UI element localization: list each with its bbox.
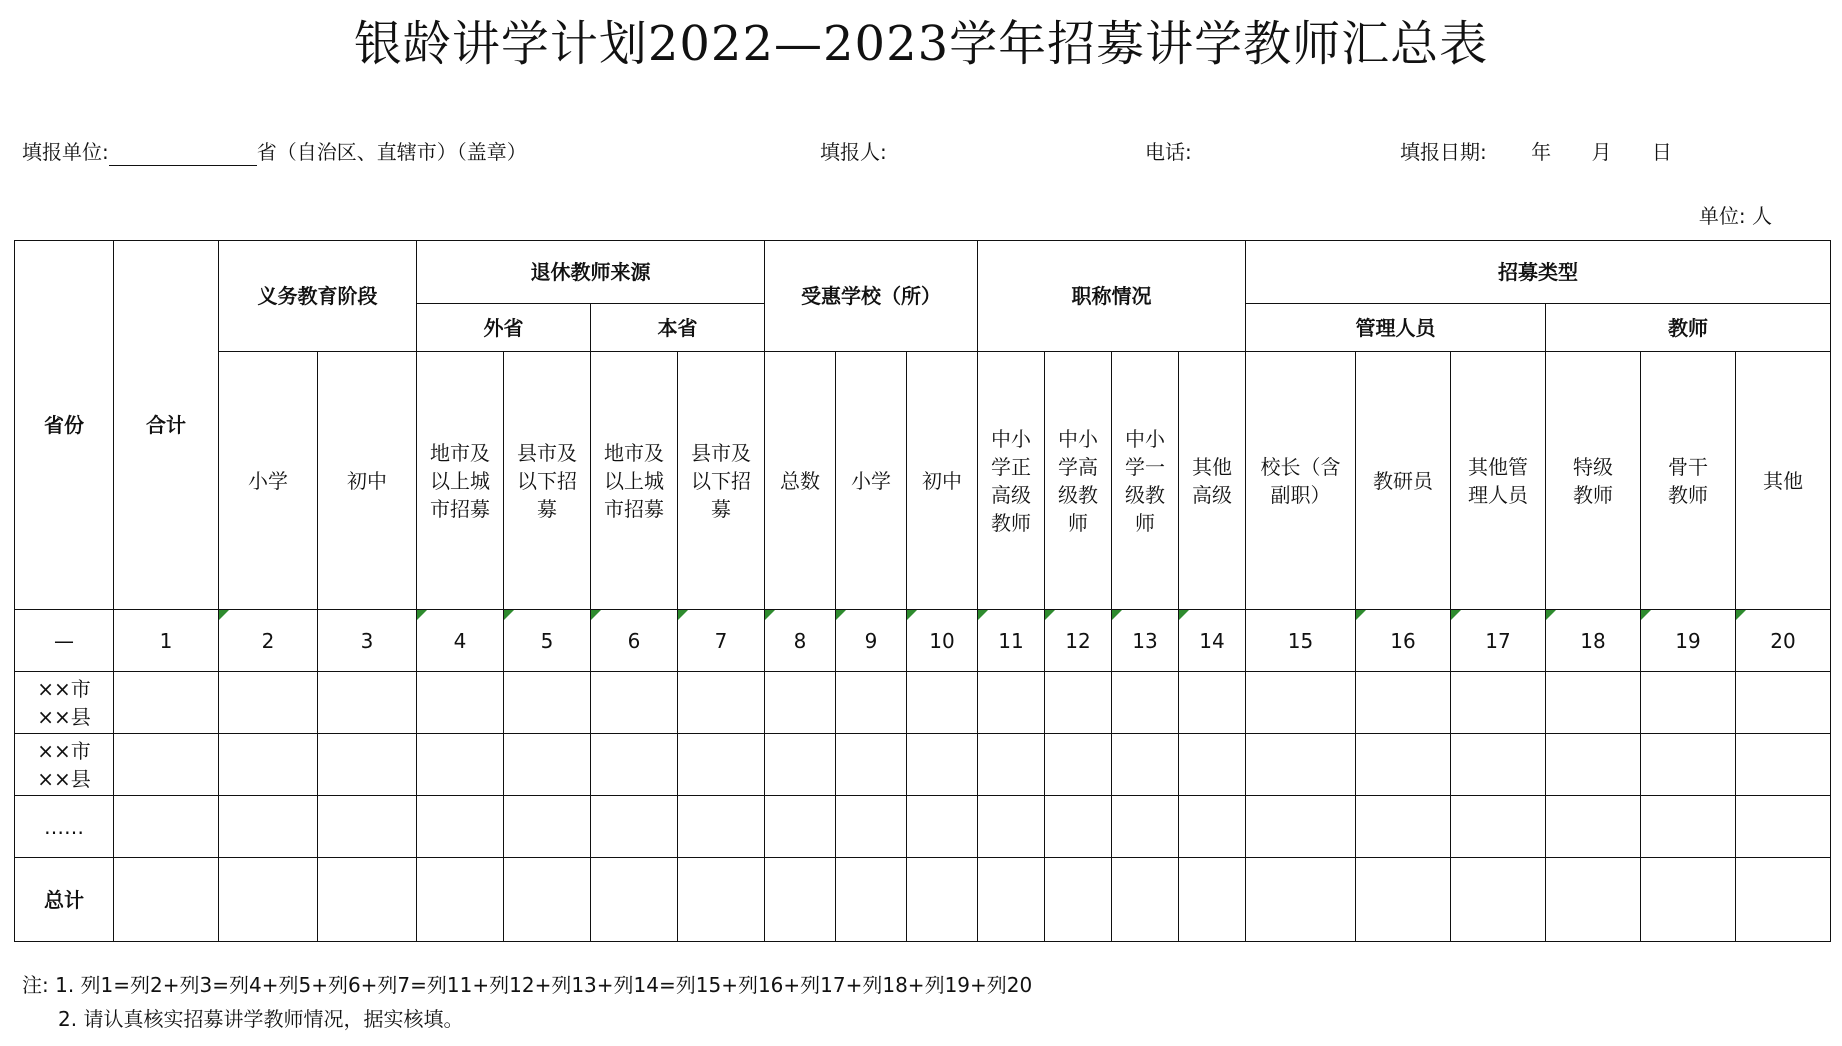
header-special-teacher: 特级教师 (1546, 352, 1641, 610)
col-number: 16 (1356, 610, 1451, 672)
page-title: 银龄讲学计划2022—2023学年招募讲学教师汇总表 (353, 16, 1489, 72)
header-this-province: 本省 (591, 304, 765, 352)
reporting-unit-blank[interactable] (109, 145, 257, 166)
col-number: 18 (1546, 610, 1641, 672)
row-province: ××市 ××县 (15, 672, 114, 734)
row-ellipsis: …… (15, 796, 114, 858)
col-number: 6 (591, 610, 678, 672)
header-province: 省份 (15, 241, 114, 610)
phone-label: 电话: (1145, 140, 1192, 164)
header-teacher: 教师 (1546, 304, 1831, 352)
col-number: 9 (836, 610, 907, 672)
col-number: 1 (114, 610, 219, 672)
col-number: 13 (1112, 610, 1179, 672)
summary-table (14, 240, 1831, 942)
col-number: 4 (417, 610, 504, 672)
col-number: 11 (978, 610, 1045, 672)
col-number: 12 (1045, 610, 1112, 672)
index-dash: — (15, 610, 114, 672)
header-benefit-schools: 受惠学校（所） (765, 241, 978, 352)
header-researcher: 教研员 (1356, 352, 1451, 610)
reporting-unit-suffix: 省（自治区、直辖市）（盖章） (256, 140, 527, 164)
col-number: 3 (318, 610, 417, 672)
col-number: 7 (678, 610, 765, 672)
header-senior-full: 中小学正高级教师 (978, 352, 1045, 610)
header-benefit-primary: 小学 (836, 352, 907, 610)
measure-unit: 单位: 人 (1698, 204, 1772, 228)
row-grand-total: 总计 (15, 858, 114, 942)
header-compulsory: 义务教育阶段 (219, 241, 417, 352)
column-number-row (15, 610, 1831, 672)
total-row (15, 858, 1831, 942)
col-number: 17 (1451, 610, 1546, 672)
header-senior: 中小学高级教师 (1045, 352, 1112, 610)
header-this-county-recruit: 县市及以下招募 (678, 352, 765, 610)
header-other-mgmt: 其他管理人员 (1451, 352, 1546, 610)
col-number: 15 (1246, 610, 1356, 672)
header-other-senior: 其他高级 (1179, 352, 1246, 610)
header-junior: 初中 (318, 352, 417, 610)
table-row (15, 796, 1831, 858)
header-total-count: 总数 (765, 352, 836, 610)
table-row (15, 734, 1831, 796)
header-other-province: 外省 (417, 304, 591, 352)
col-number: 5 (504, 610, 591, 672)
header-this-city-recruit: 地市及以上城市招募 (591, 352, 678, 610)
header-primary: 小学 (219, 352, 318, 610)
header-management: 管理人员 (1246, 304, 1546, 352)
table-row (15, 672, 1831, 734)
header-principal: 校长（含副职） (1246, 352, 1356, 610)
header-title-status: 职称情况 (978, 241, 1246, 352)
col-number: 19 (1641, 610, 1736, 672)
header-first-level: 中小学一级教师 (1112, 352, 1179, 610)
report-date (1400, 138, 1672, 166)
note-2: 2. 请认真核实招募讲学教师情况，据实核填。 (58, 1007, 464, 1031)
header-benefit-junior: 初中 (907, 352, 978, 610)
header-other-city-recruit: 地市及以上城市招募 (417, 352, 504, 610)
reporter-label: 填报人: (820, 140, 887, 164)
row-province: ××市 ××县 (15, 734, 114, 796)
col-number: 14 (1179, 610, 1246, 672)
header-other-county-recruit: 县市及以下招募 (504, 352, 591, 610)
header-retired-source: 退休教师来源 (417, 241, 765, 304)
header-recruit-type: 招募类型 (1246, 241, 1831, 304)
date-month: 月 (1591, 140, 1612, 164)
date-day: 日 (1651, 140, 1672, 164)
col-number: 8 (765, 610, 836, 672)
notes (22, 968, 1032, 1036)
header-other: 其他 (1736, 352, 1831, 610)
col-number: 20 (1736, 610, 1831, 672)
date-label: 填报日期: (1400, 140, 1487, 164)
note-1: 注: 1. 列1=列2+列3=列4+列5+列6+列7=列11+列12+列13+列14=列15+列16+列17+列18+列19+列20 (22, 973, 1033, 997)
date-year: 年 (1531, 140, 1552, 164)
col-number: 10 (907, 610, 978, 672)
header-total: 合计 (114, 241, 219, 610)
reporting-unit-label: 填报单位: (22, 140, 109, 164)
col-number: 2 (219, 610, 318, 672)
header-backbone-teacher: 骨干教师 (1641, 352, 1736, 610)
reporting-unit (22, 138, 527, 166)
